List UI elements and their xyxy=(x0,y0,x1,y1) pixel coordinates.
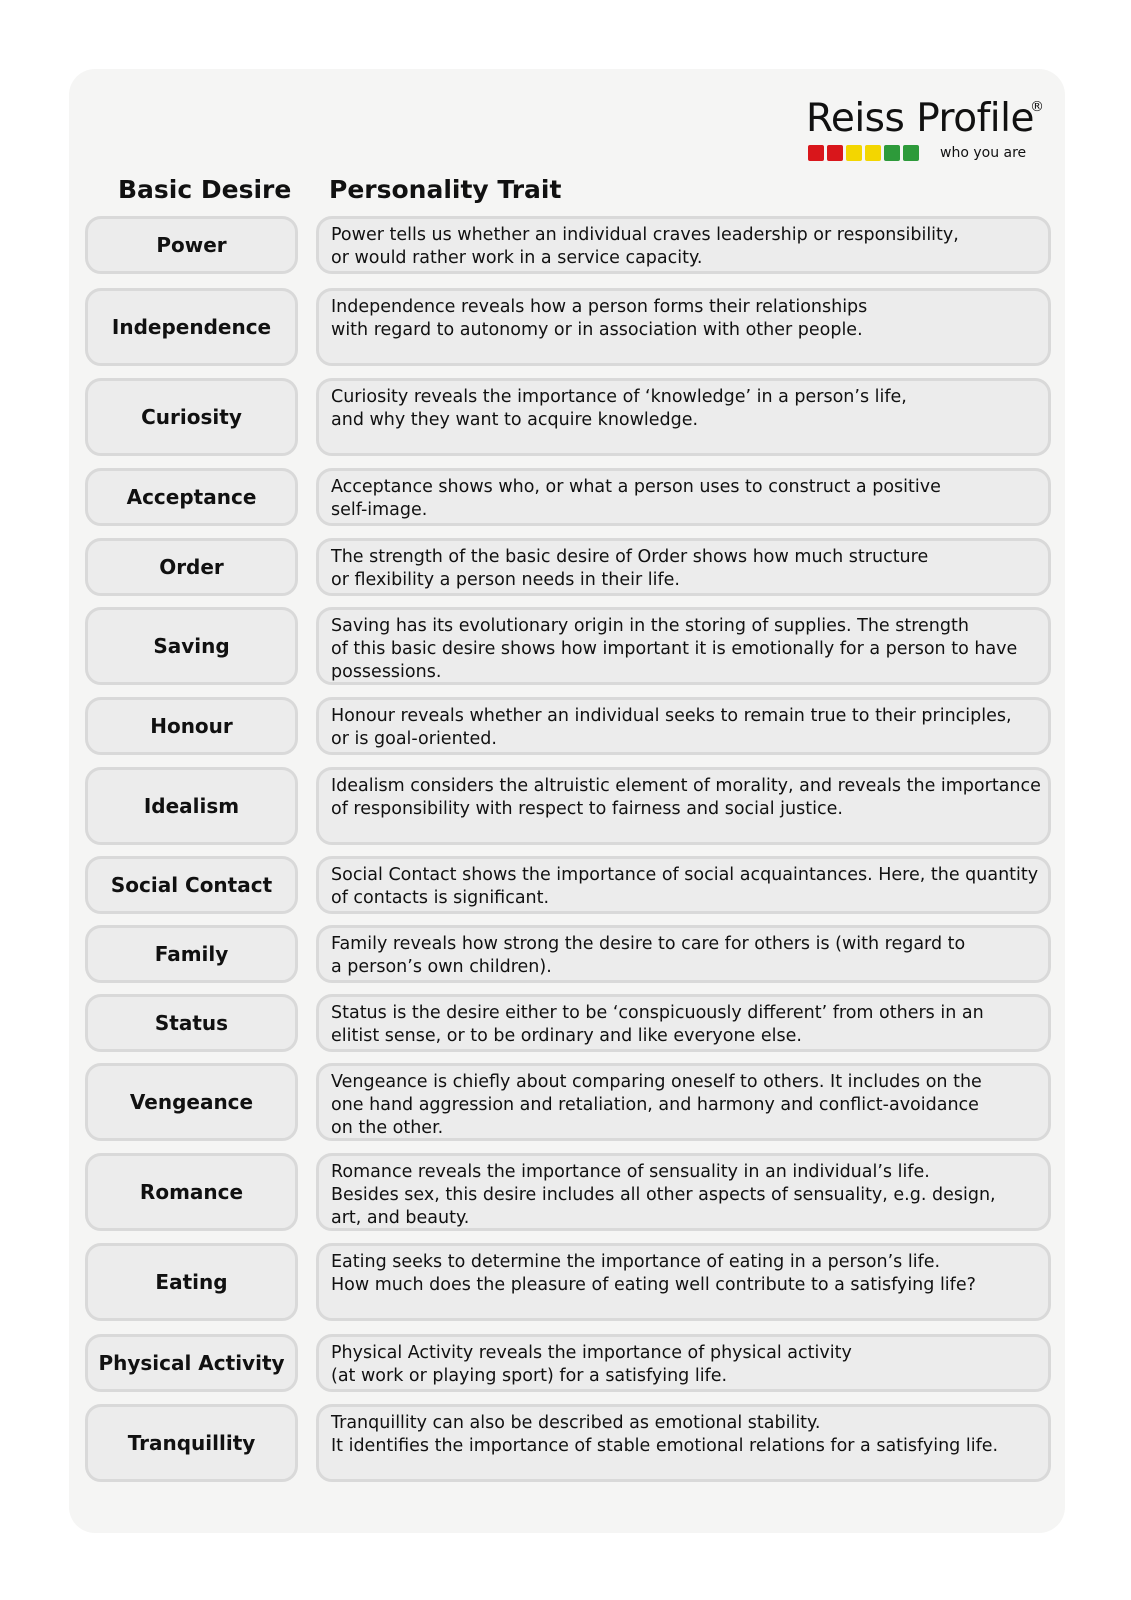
personality-trait-description xyxy=(316,468,1051,526)
basic-desire-label: Acceptance xyxy=(85,468,298,526)
trait-text-line: with regard to autonomy or in association with other people. xyxy=(331,320,863,340)
basic-desire-label: Eating xyxy=(85,1243,298,1321)
personality-trait-description xyxy=(316,1153,1051,1231)
basic-desire-label: Power xyxy=(85,216,298,274)
trait-text-line: of contacts is significant. xyxy=(331,888,550,908)
basic-desire-label: Family xyxy=(85,925,298,983)
logo-square xyxy=(808,145,824,161)
trait-text-line: Besides sex, this desire includes all other aspects of sensuality, e.g. design, xyxy=(331,1185,996,1205)
trait-text-line: one hand aggression and retaliation, and harmony and conflict-avoidance xyxy=(331,1095,979,1115)
logo-square xyxy=(846,145,862,161)
logo-square xyxy=(903,145,919,161)
trait-text-line: Curiosity reveals the importance of ‘knowledge’ in a person’s life, xyxy=(331,387,907,407)
desire-row xyxy=(85,288,1051,366)
trait-text-line: of responsibility with respect to fairness and social justice. xyxy=(331,799,843,819)
personality-trait-header: Personality Trait xyxy=(329,175,562,204)
basic-desire-label: Honour xyxy=(85,697,298,755)
personality-trait-description xyxy=(316,288,1051,366)
trait-text-line: Eating seeks to determine the importance of eating in a person’s life. xyxy=(331,1252,941,1272)
personality-trait-description xyxy=(316,1334,1051,1392)
trait-text-line: Independence reveals how a person forms their relationships xyxy=(331,297,868,317)
logo-square xyxy=(865,145,881,161)
logo-title: Reiss Profile xyxy=(806,96,1034,141)
trait-text-line: Power tells us whether an individual craves leadership or responsibility, xyxy=(331,225,959,245)
desire-row xyxy=(85,994,1051,1052)
desire-row xyxy=(85,607,1051,685)
basic-desire-label: Curiosity xyxy=(85,378,298,456)
basic-desire-label: Tranquillity xyxy=(85,1404,298,1482)
trait-text-line: or would rather work in a service capacity. xyxy=(331,248,703,268)
personality-trait-description xyxy=(316,538,1051,596)
desire-row xyxy=(85,378,1051,456)
trait-text-line: a person’s own children). xyxy=(331,957,552,977)
basic-desire-label: Idealism xyxy=(85,767,298,845)
basic-desire-label: Independence xyxy=(85,288,298,366)
trait-text-line: on the other. xyxy=(331,1118,444,1138)
personality-trait-description xyxy=(316,1063,1051,1141)
trait-text-line: Social Contact shows the importance of social acquaintances. Here, the quantity xyxy=(331,865,1039,885)
personality-trait-description xyxy=(316,1243,1051,1321)
trait-text-line: possessions. xyxy=(331,662,442,682)
desire-row xyxy=(85,856,1051,914)
reiss-profile-logo xyxy=(806,96,1056,166)
personality-trait-description xyxy=(316,994,1051,1052)
trait-text-line: Saving has its evolutionary origin in the storing of supplies. The strength xyxy=(331,616,969,636)
personality-trait-description xyxy=(316,925,1051,983)
trait-text-line: Idealism considers the altruistic element of morality, and reveals the importance xyxy=(331,776,1041,796)
logo-tagline: who you are xyxy=(940,145,1027,161)
trait-text-line: How much does the pleasure of eating well contribute to a satisfying life? xyxy=(331,1275,976,1295)
logo-color-squares xyxy=(808,145,919,161)
trait-text-line: or flexibility a person needs in their life. xyxy=(331,570,680,590)
desire-row xyxy=(85,767,1051,845)
basic-desire-label: Saving xyxy=(85,607,298,685)
trait-text-line: Romance reveals the importance of sensuality in an individual’s life. xyxy=(331,1162,930,1182)
desire-row xyxy=(85,697,1051,755)
trait-text-line: Vengeance is chiefly about comparing oneself to others. It includes on the xyxy=(331,1072,982,1092)
personality-trait-description xyxy=(316,216,1051,274)
basic-desire-label: Vengeance xyxy=(85,1063,298,1141)
personality-trait-description xyxy=(316,856,1051,914)
trait-text-line: Tranquillity can also be described as emotional stability. xyxy=(331,1413,821,1433)
logo-square xyxy=(884,145,900,161)
trait-text-line: or is goal-oriented. xyxy=(331,729,497,749)
trait-text-line: Honour reveals whether an individual seeks to remain true to their principles, xyxy=(331,706,1012,726)
personality-trait-description xyxy=(316,378,1051,456)
trait-text-line: (at work or playing sport) for a satisfying life. xyxy=(331,1366,728,1386)
trait-text-line: Acceptance shows who, or what a person uses to construct a positive xyxy=(331,477,941,497)
trait-text-line: The strength of the basic desire of Order shows how much structure xyxy=(331,547,929,567)
desire-row xyxy=(85,1153,1051,1231)
desire-row xyxy=(85,1243,1051,1321)
basic-desire-header: Basic Desire xyxy=(118,175,292,204)
trait-text-line: self-image. xyxy=(331,500,428,520)
registered-mark: ® xyxy=(1030,99,1044,115)
desire-row xyxy=(85,1404,1051,1482)
personality-trait-description xyxy=(316,697,1051,755)
desire-row xyxy=(85,1334,1051,1392)
desire-row xyxy=(85,925,1051,983)
trait-text-line: Status is the desire either to be ‘conspicuously different’ from others in an xyxy=(331,1003,984,1023)
desire-row xyxy=(85,538,1051,596)
desire-row xyxy=(85,1063,1051,1141)
basic-desire-label: Social Contact xyxy=(85,856,298,914)
personality-trait-description xyxy=(316,607,1051,685)
trait-text-line: art, and beauty. xyxy=(331,1208,470,1228)
basic-desire-label: Status xyxy=(85,994,298,1052)
basic-desire-label: Romance xyxy=(85,1153,298,1231)
trait-text-line: elitist sense, or to be ordinary and like everyone else. xyxy=(331,1026,802,1046)
personality-trait-description xyxy=(316,1404,1051,1482)
basic-desire-label: Order xyxy=(85,538,298,596)
logo-square xyxy=(827,145,843,161)
basic-desire-label: Physical Activity xyxy=(85,1334,298,1392)
trait-text-line: Family reveals how strong the desire to care for others is (with regard to xyxy=(331,934,966,954)
personality-trait-description xyxy=(316,767,1051,845)
trait-text-line: and why they want to acquire knowledge. xyxy=(331,410,699,430)
trait-text-line: of this basic desire shows how important it is emotionally for a person to have xyxy=(331,639,1018,659)
trait-text-line: Physical Activity reveals the importance of physical activity xyxy=(331,1343,852,1363)
trait-text-line: It identifies the importance of stable emotional relations for a satisfying life. xyxy=(331,1436,999,1456)
desire-row xyxy=(85,216,1051,274)
desire-row xyxy=(85,468,1051,526)
